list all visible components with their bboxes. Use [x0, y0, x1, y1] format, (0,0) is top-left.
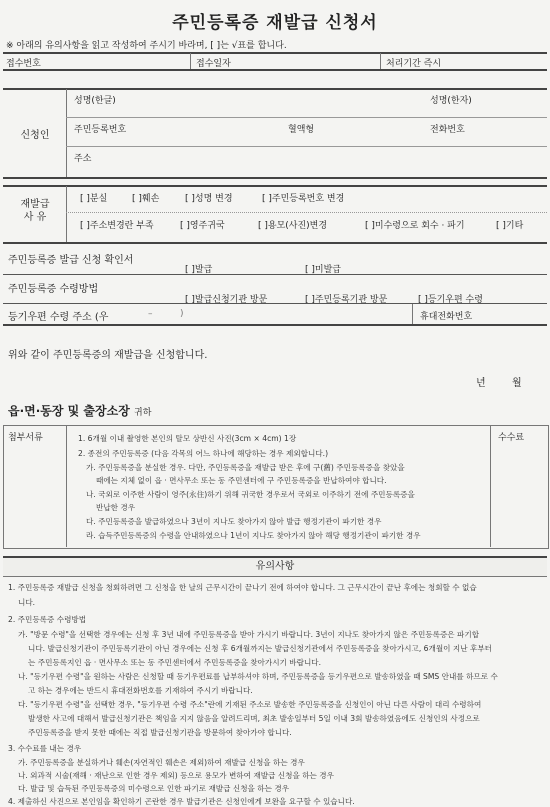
attachment-item: 반납한 경우: [96, 503, 136, 512]
reason-top: [3, 185, 547, 187]
reason-damaged-checkbox[interactable]: [ ]훼손: [132, 194, 160, 204]
divider: [66, 117, 547, 118]
note-line: 니다. 발급신청기관이 주민등록기관이 아닌 경우에는 신청 후 6개월까지는 발급신청기관에서 주민등록증을 찾아가시고, 6개월이 지난 후부터: [28, 644, 492, 653]
divider: [490, 426, 491, 547]
note-line: 다. 발급 및 습득된 주민등록증의 미수령으로 인한 파기로 재발급 신청을 하는 경우: [18, 784, 290, 793]
attachment-item: 2. 종전의 주민등록증 (다음 각목의 어느 하나에 해당하는 경우 제외합니다.): [78, 449, 329, 458]
reason-uncollected-checkbox[interactable]: [ ]미수령으로 회수 · 파기: [365, 221, 465, 231]
mobile-phone-field[interactable]: 휴대전화번호: [420, 312, 473, 322]
reason-other-checkbox[interactable]: [ ]기타: [496, 221, 524, 231]
confirm-not-issued-checkbox[interactable]: [ ]미발급: [305, 265, 341, 275]
attachment-item: 나. 국외로 이주한 사람이 영주(永住)하기 위해 귀국한 경우로서 국외로 이주하기 전에 주민등록증을: [86, 490, 415, 499]
receive-issuer-visit-checkbox[interactable]: [ ]발급신청기관 방문: [185, 295, 268, 305]
confirm-issued-checkbox[interactable]: [ ]발급: [185, 265, 213, 275]
processing-period-label: 처리기간 즉시: [386, 59, 442, 69]
note-line: 고 하는 경우에는 반드시 휴대전화번호를 기재하여 주시기 바랍니다.: [28, 686, 253, 695]
receive-mail-checkbox[interactable]: [ ]등기우편 수령: [418, 295, 483, 305]
reason-return-checkbox[interactable]: [ ]영주귀국: [180, 221, 225, 231]
address-field[interactable]: 주소: [74, 154, 92, 164]
attachment-item: 때에는 지체 없이 읍 · 면사무소 또는 동 주민센터에 구 주민등록증을 반납하여야 합니다.: [96, 476, 387, 485]
receive-method-label: 주민등록증 수령방법: [8, 284, 99, 295]
name-korean-field[interactable]: 성명(한글): [74, 96, 116, 106]
application-statement: 위와 같이 주민등록증의 재발급을 신청합니다.: [8, 350, 208, 361]
attachment-item: 가. 주민등록증을 분실한 경우. 다만, 주민등록증을 재발급 받은 후에 구(舊) 주민등록증을 찾았을: [86, 463, 405, 472]
addressee-main: 읍·면·동장 및 출장소장: [8, 404, 130, 418]
note-line: 2. 주민등록증 수령방법: [8, 615, 87, 624]
note-line: 1. 주민등록증 재발급 신청을 청회하려면 그 신청을 한 날의 근무시간이 끝나기 전에 하여야 합니다. 그 근무시간이 끝난 후에는 청회할 수 없습: [8, 583, 477, 592]
applicant-bottom: [3, 177, 547, 179]
note-line: 가. 주민등록증을 분실하거나 훼손(자연적인 훼손은 제외)하여 재발급 신청을 하는 경우: [18, 758, 305, 767]
postcode-close: ): [180, 309, 184, 319]
note-line: 4. 제출하신 사진으로 본인임을 확인하기 곤란한 경우 발급기관은 신청인에게 보완을 요구할 수 있습니다.: [8, 797, 355, 806]
instruction-note: ※ 아래의 유의사항을 읽고 작성하여 주시기 바라며, [ ]는 √표를 합니다.: [6, 41, 287, 51]
date-year: 년: [476, 378, 486, 389]
reason-rrn-change-checkbox[interactable]: [ ]주민등록번호 변경: [262, 194, 345, 204]
header-row-top: [3, 52, 547, 54]
reason-lost-checkbox[interactable]: [ ]분실: [80, 194, 108, 204]
divider: [66, 212, 547, 213]
addressee-suffix: 귀하: [134, 408, 152, 418]
divider: [380, 53, 381, 69]
divider: [66, 426, 67, 547]
note-line: 니다.: [18, 598, 36, 607]
divider: [66, 89, 67, 177]
note-line: 나. 외과적 시술(재해 · 재난으로 인한 경우 제외) 등으로 용모가 변하여 재발급 신청을 하는 경우: [18, 771, 334, 780]
reason-label: 재발급 사 유: [20, 199, 50, 223]
divider: [66, 186, 67, 242]
confirm-label: 주민등록증 발급 신청 확인서: [8, 255, 134, 266]
form-title: 주민등록증 재발급 신청서: [172, 13, 378, 33]
receive-registry-visit-checkbox[interactable]: [ ]주민등록기관 방문: [305, 295, 388, 305]
header-row-bottom: [3, 69, 547, 71]
attachments-label: 첨부서류: [8, 433, 43, 443]
applicant-top: [3, 88, 547, 90]
note-line: 나. "등기우편 수령"을 원하는 사람은 신청할 때 등기우편료를 납부하셔야 하며, 주민등록증을 등기우편으로 발송하였을 때 SMS 안내를 하므로 수: [18, 672, 498, 681]
divider: [66, 146, 547, 147]
reason-name-change-checkbox[interactable]: [ ]성명 변경: [185, 194, 233, 204]
note-line: 주민등록증을 받지 못한 때에는 직접 발급신청기관을 방문하여 찾아가야 합니다.: [28, 728, 292, 737]
notes-title: 유의사항: [3, 556, 547, 577]
name-hanja-field[interactable]: 성명(한자): [430, 96, 472, 106]
blood-type-field[interactable]: 혈액형: [288, 125, 315, 135]
note-line: 발생한 사고에 대해서 발급신청기관은 책임을 지지 않음을 알려드리며, 최초 발송일부터 5일 이내 3회 발송하였음에도 신청인의 사정으로: [28, 714, 480, 723]
addressee: [8, 402, 151, 419]
reason-bottom: [3, 242, 547, 244]
mail-address-label: 등기우편 수령 주소 (우: [8, 312, 109, 323]
note-line: 가. "방문 수령"을 선택한 경우에는 신청 후 3년 내에 주민등록증을 받아 가시기 바랍니다. 3년이 지나도 찾아가지 않은 주민등록증은 파기합: [18, 630, 480, 639]
fee-label: 수수료: [498, 433, 525, 443]
receipt-no-label: 접수번호: [6, 59, 41, 69]
note-line: 3. 수수료를 내는 경우: [8, 744, 82, 753]
date-month: 월: [512, 378, 522, 389]
divider: [412, 304, 413, 324]
divider: [3, 303, 547, 304]
divider: [3, 324, 547, 326]
attachment-item: 라. 습득주민등록증의 수령을 안내하였으나 1년이 지나도 찾아가지 않아 해당 행정기관이 파기한 경우: [86, 531, 421, 540]
postcode-dash: –: [148, 309, 153, 319]
reason-address-full-checkbox[interactable]: [ ]주소변경란 부족: [80, 221, 154, 231]
receipt-date-label: 접수일자: [196, 59, 231, 69]
note-line: 는 주민등록지인 읍 · 면사무소 또는 동 주민센터에서 주민등록증을 찾아가시기 바랍니다.: [28, 658, 322, 667]
attachment-item: 1. 6개월 이내 촬영한 본인의 탈모 상반신 사진(3cm × 4cm) 1장: [78, 434, 297, 443]
divider: [3, 274, 547, 275]
phone-field[interactable]: 전화번호: [430, 125, 465, 135]
divider: [190, 53, 191, 69]
applicant-label: 신청인: [20, 130, 50, 141]
attachment-item: 다. 주민등록증을 발급하였으나 3년이 지나도 찾아가지 않아 발급 행정기관이 파기한 경우: [86, 517, 382, 526]
resident-number-field[interactable]: 주민등록번호: [74, 125, 127, 135]
reason-photo-change-checkbox[interactable]: [ ]용모(사진)변경: [258, 221, 328, 231]
note-line: 다. "등기우편 수령"을 선택한 경우, "등기우편 수령 주소"란에 기재된 주소로 발송한 주민등록증을 신청인이 아닌 다른 사람이 대리 수령하여: [18, 700, 482, 709]
